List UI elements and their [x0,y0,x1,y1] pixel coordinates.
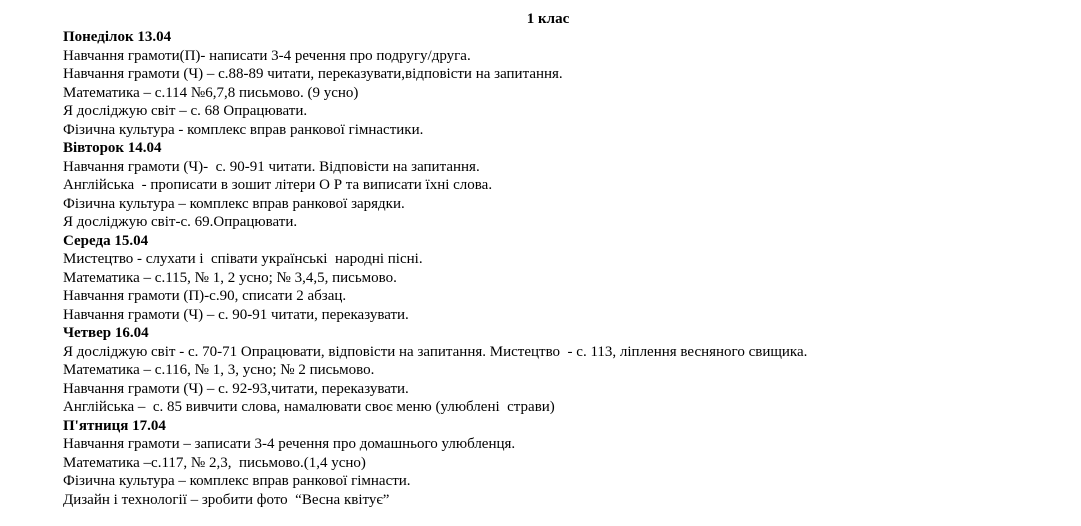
day-heading-monday: Понеділок 13.04 [63,29,172,45]
day-heading-friday: П'ятниця 17.04 [63,417,166,434]
task-line: Навчання грамоти (Ч)- с. 90-91 читати. Відповісти на запитання. [63,158,480,175]
task-line: Навчання грамоти(П)- написати 3-4 речення про подругу/друга. [63,47,471,64]
task-line: Мистецтво - слухати і співати українські народні пісні. [63,251,423,267]
day-block-monday [63,28,1073,139]
task-line: Математика – с.116, № 1, 3, усно; № 2 письмово. [63,362,375,378]
task-line: Навчання грамоти (П)-с.90, списати 2 абзац. [63,288,347,304]
task-line: Дизайн і технології – зробити фото “Весна квітує” [63,491,390,508]
task-line: Я досліджую світ-с. 69.Опрацювати. [63,214,298,230]
task-line: Навчання грамоти (Ч) – с.88-89 читати, переказувати,відповісти на запитання. [63,66,563,82]
day-block-tuesday [63,139,1073,232]
day-block-friday [63,417,1073,510]
document-title: 1 клас [526,11,570,27]
task-line: Я досліджую світ - с. 70-71 Опрацювати, відповісти на запитання. Мистецтво - с. 113, ліплення весняного свищика. [63,343,808,360]
day-block-wednesday [63,232,1073,325]
task-line: Навчання грамоти (Ч) – с. 90-91 читати, переказувати. [63,306,409,323]
task-line: Я досліджую світ – с. 68 Опрацювати. [63,103,308,119]
task-line: Навчання грамоти – записати 3-4 речення про домашнього улюбленця. [63,436,516,452]
task-line: Математика – с.115, № 1, 2 усно; № 3,4,5, письмово. [63,269,397,286]
task-line: Фізична культура – комплекс вправ ранкової гімнасти. [63,473,411,489]
day-heading-thursday: Четвер 16.04 [63,325,149,341]
task-line: Англійська - прописати в зошит літери О Р та виписати їхні слова. [63,177,493,193]
day-block-thursday [63,324,1073,417]
day-heading-wednesday: Середа 15.04 [63,232,149,249]
task-line: Фізична культура - комплекс вправ ранкової гімнастики. [63,121,424,138]
task-line: Фізична культура – комплекс вправ ранкової зарядки. [63,195,405,212]
task-line: Математика – с.114 №6,7,8 письмово. (9 усно) [63,84,359,101]
task-line: Навчання грамоти (Ч) – с. 92-93,читати, переказувати. [63,380,409,397]
task-line: Англійська – с. 85 вивчити слова, намалювати своє меню (улюблені страви) [63,399,555,415]
task-line: Математика –с.117, № 2,3, письмово.(1,4 усно) [63,454,366,471]
day-heading-tuesday: Вівторок 14.04 [63,140,162,156]
schedule-content [63,28,1073,509]
